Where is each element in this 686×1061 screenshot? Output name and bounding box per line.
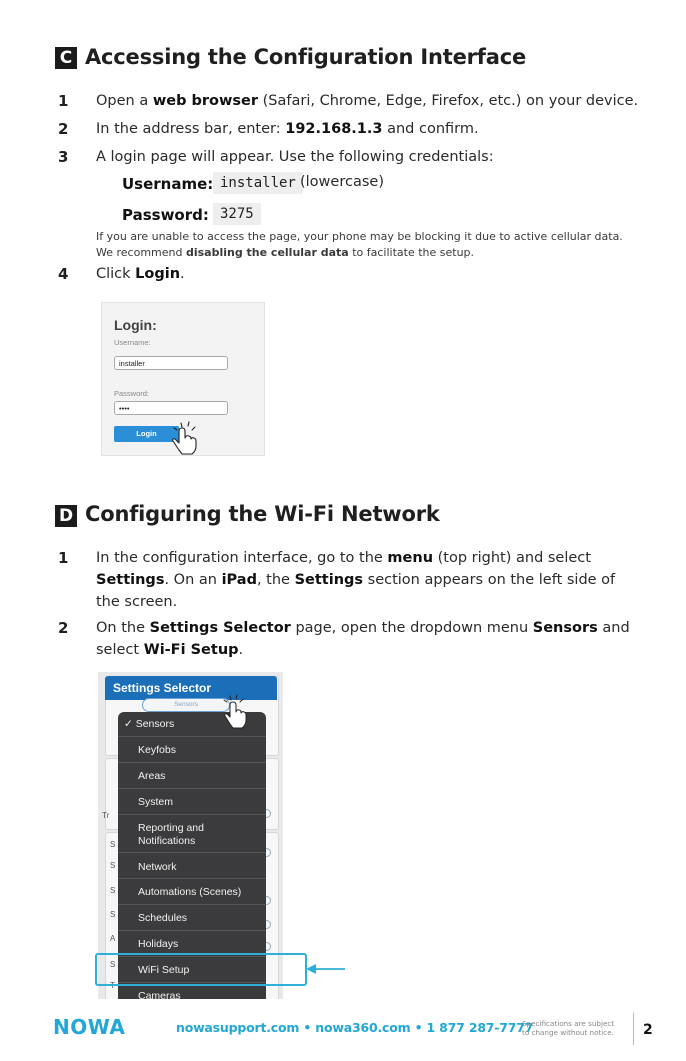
wifi-setup-highlight — [95, 953, 307, 986]
settings-screenshot — [98, 672, 283, 999]
menu-item-wifi-setup[interactable]: WiFi Setup — [138, 964, 190, 976]
step-text: Open a web browser (Safari, Chrome, Edge, Firefox, etc.) on your device. — [96, 93, 639, 109]
password-label: Password: — [122, 206, 209, 224]
section-d-title: Configuring the Wi-Fi Network — [85, 502, 440, 526]
sensors-dropdown[interactable]: Sensors — [142, 698, 230, 712]
menu-item-system[interactable]: System — [138, 796, 174, 808]
step-number: 1 — [58, 549, 69, 567]
menu-item-automations[interactable]: Automations (Scenes) — [138, 886, 242, 898]
background-text: S — [110, 840, 116, 849]
step-number: 1 — [58, 92, 69, 110]
nowa-logo: NOWA — [53, 1015, 126, 1039]
menu-item-network[interactable]: Network — [138, 861, 177, 873]
background-text: S — [110, 861, 116, 870]
step-text: A login page will appear. Use the following credentials: — [96, 149, 494, 165]
menu-item-areas[interactable]: Areas — [138, 770, 166, 782]
hand-pointer-icon — [220, 694, 256, 730]
page-number: 2 — [643, 1022, 653, 1038]
menu-item-sensors[interactable]: ✓ Sensors — [124, 718, 175, 730]
footer-divider — [633, 1013, 634, 1045]
menu-item-keyfobs[interactable]: Keyfobs — [138, 744, 176, 756]
login-password-input[interactable]: •••• — [114, 401, 228, 415]
background-text: Tr — [102, 811, 110, 820]
login-password-label: Password: — [114, 389, 150, 398]
section-d-badge: D — [55, 505, 77, 527]
login-username-label: Username: — [114, 338, 151, 347]
background-text: T — [110, 981, 115, 990]
menu-item-holidays[interactable]: Holidays — [138, 938, 179, 950]
login-screenshot — [101, 302, 265, 456]
menu-item-schedules[interactable]: Schedules — [138, 912, 188, 924]
background-text: S — [110, 886, 116, 895]
cellular-note: If you are unable to access the page, your phone may be blocking it due to active cellular data. We recommend disabling the cellular data to facilitate the setup. — [96, 230, 623, 259]
step-number: 4 — [58, 265, 69, 283]
step-number: 3 — [58, 148, 69, 166]
username-note: (lowercase) — [300, 174, 384, 190]
background-text: S — [110, 960, 116, 969]
settings-selector-header: Settings Selector — [105, 676, 277, 700]
step-number: 2 — [58, 619, 69, 637]
username-value: installer — [213, 172, 303, 194]
background-text: S — [110, 910, 116, 919]
hand-pointer-icon — [165, 420, 207, 456]
footer-disclaimer: Specifications are subject to change without notice. — [522, 1019, 615, 1037]
login-username-input[interactable]: installer — [114, 356, 228, 370]
background-text: A — [110, 934, 116, 943]
step-text: In the address bar, enter: 192.168.1.3 and confirm. — [96, 121, 479, 137]
username-label: Username: — [122, 175, 214, 193]
step-text: Click Login. — [96, 266, 185, 282]
section-c-badge: C — [55, 47, 77, 69]
step-number: 2 — [58, 120, 69, 138]
login-button[interactable]: Login — [114, 426, 179, 442]
menu-item-cameras[interactable]: Cameras — [138, 990, 181, 999]
step-text: In the configuration interface, go to the menu (top right) and select Settings. On an iPad, the Settings section appears on the left side of the screen. — [96, 550, 616, 610]
menu-item-reporting[interactable]: Reporting and Notifications — [138, 822, 204, 847]
section-c-title: Accessing the Configuration Interface — [85, 45, 526, 69]
arrow-left-icon — [306, 963, 346, 975]
step-text: On the Settings Selector page, open the dropdown menu Sensors and select Wi-Fi Setup. — [96, 620, 630, 658]
password-value: 3275 — [213, 203, 261, 225]
login-title: Login: — [114, 317, 157, 333]
footer-links[interactable]: nowasupport.com • nowa360.com • 1 877 287-7777 — [176, 1020, 534, 1035]
